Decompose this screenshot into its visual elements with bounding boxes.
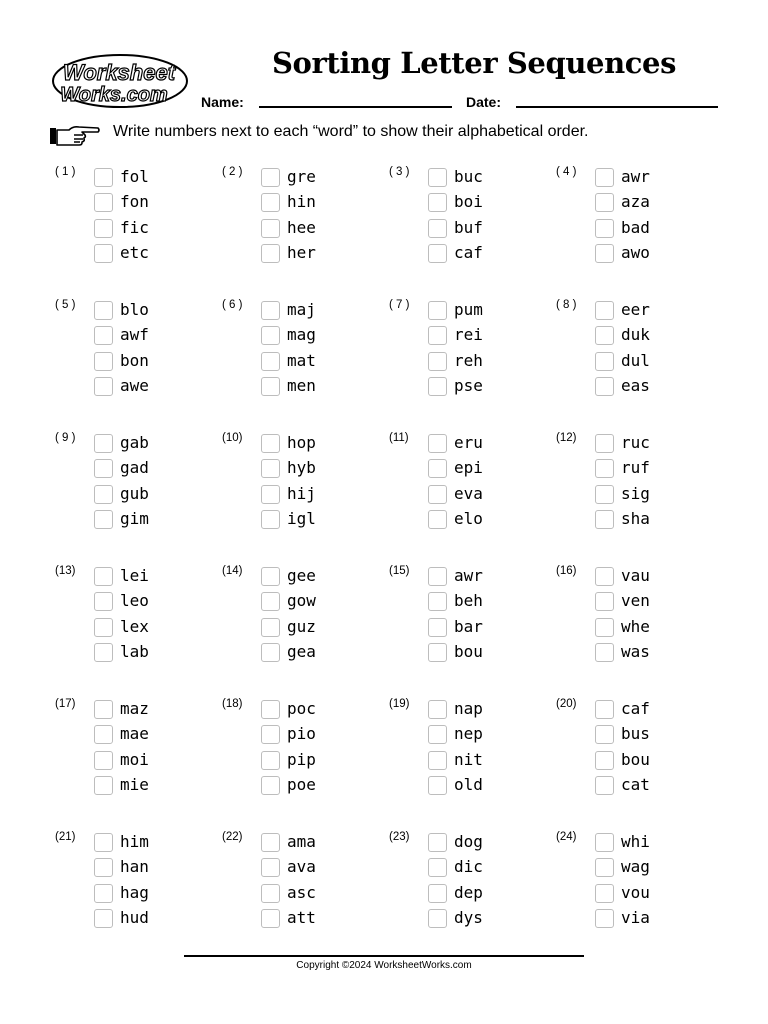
problem-23: [389, 831, 549, 941]
sequence-word: lei: [120, 566, 149, 585]
order-answer-box[interactable]: [94, 643, 113, 662]
page-title: Sorting Letter Sequences: [272, 46, 677, 80]
problem-number: (18): [222, 698, 243, 710]
sequence-word: awr: [621, 167, 650, 186]
sequence-word: eas: [621, 375, 650, 395]
order-answer-box[interactable]: [428, 643, 447, 662]
sequence-word: old: [454, 774, 483, 794]
sequence-word: dic: [454, 857, 483, 877]
sequence-word: bou: [454, 641, 483, 661]
order-answer-box[interactable]: [94, 884, 113, 903]
sequence-word: mag: [287, 325, 316, 345]
order-answer-box[interactable]: [595, 352, 614, 371]
order-answer-box[interactable]: [428, 459, 447, 478]
sequence-word: han: [120, 857, 149, 877]
order-answer-box[interactable]: [595, 434, 614, 453]
order-answer-box[interactable]: [595, 567, 614, 586]
order-answer-box[interactable]: [595, 833, 614, 852]
sequence-word: hin: [287, 192, 316, 212]
instructions-text: Write numbers next to each “word” to show their alphabetical order.: [113, 123, 589, 140]
sequence-word: gub: [120, 483, 149, 503]
sequence-word: hee: [287, 217, 316, 237]
order-answer-box[interactable]: [428, 700, 447, 719]
worksheetworks-logo: [50, 52, 190, 110]
sequence-word: bon: [120, 350, 149, 370]
sequence-word: gow: [287, 591, 316, 611]
sequence-word: bad: [621, 217, 650, 237]
sequence-word: ava: [287, 857, 316, 877]
sequence-word: guz: [287, 616, 316, 636]
order-answer-box[interactable]: [94, 700, 113, 719]
sequence-word: poe: [287, 774, 316, 794]
order-answer-box[interactable]: [428, 884, 447, 903]
order-answer-box[interactable]: [595, 244, 614, 263]
sequence-word: fic: [120, 217, 149, 237]
order-answer-box[interactable]: [94, 244, 113, 263]
problem-number: ( 8 ): [556, 299, 577, 311]
sequence-word: poc: [287, 699, 316, 718]
order-answer-box[interactable]: [261, 168, 280, 187]
problem-number: (11): [389, 432, 409, 444]
date-field[interactable]: [516, 106, 718, 108]
order-answer-box[interactable]: [261, 352, 280, 371]
sequence-word: sig: [621, 483, 650, 503]
sequence-word: blo: [120, 300, 149, 319]
sequence-word: duk: [621, 325, 650, 345]
order-answer-box[interactable]: [595, 219, 614, 238]
order-answer-box[interactable]: [428, 301, 447, 320]
order-answer-box[interactable]: [428, 751, 447, 770]
order-answer-box[interactable]: [428, 219, 447, 238]
order-answer-box[interactable]: [94, 567, 113, 586]
problem-10: [222, 432, 382, 542]
order-answer-box[interactable]: [428, 776, 447, 795]
problem-17: [55, 698, 215, 808]
sequence-word: maj: [287, 300, 316, 319]
order-answer-box[interactable]: [94, 168, 113, 187]
problem-18: [222, 698, 382, 808]
order-answer-box[interactable]: [261, 700, 280, 719]
problem-4: [556, 166, 716, 276]
sequence-word: ama: [287, 832, 316, 851]
order-answer-box[interactable]: [94, 751, 113, 770]
order-answer-box[interactable]: [595, 700, 614, 719]
sequence-word: whi: [621, 832, 650, 851]
order-answer-box[interactable]: [94, 459, 113, 478]
order-answer-box[interactable]: [261, 833, 280, 852]
problem-12: [556, 432, 716, 542]
sequence-word: hij: [287, 483, 316, 503]
sequence-word: gre: [287, 167, 316, 186]
order-answer-box[interactable]: [428, 725, 447, 744]
problem-number: (16): [556, 565, 577, 577]
sequence-word: etc: [120, 242, 149, 262]
order-answer-box[interactable]: [261, 301, 280, 320]
order-answer-box[interactable]: [94, 510, 113, 529]
sequence-word: nap: [454, 699, 483, 718]
order-answer-box[interactable]: [595, 485, 614, 504]
problem-number: ( 7 ): [389, 299, 410, 311]
order-answer-box[interactable]: [595, 858, 614, 877]
sequence-word: men: [287, 375, 316, 395]
problem-21: [55, 831, 215, 941]
order-answer-box[interactable]: [94, 219, 113, 238]
order-answer-box[interactable]: [261, 592, 280, 611]
order-answer-box[interactable]: [261, 244, 280, 263]
problem-14: [222, 565, 382, 675]
order-answer-box[interactable]: [595, 377, 614, 396]
sequence-word: nit: [454, 749, 483, 769]
order-answer-box[interactable]: [428, 909, 447, 928]
problem-number: ( 2 ): [222, 166, 243, 178]
copyright-text: Copyright ©2024 WorksheetWorks.com: [296, 960, 472, 971]
sequence-word: pip: [287, 749, 316, 769]
problem-number: ( 6 ): [222, 299, 243, 311]
order-answer-box[interactable]: [428, 352, 447, 371]
order-answer-box[interactable]: [261, 434, 280, 453]
order-answer-box[interactable]: [428, 618, 447, 637]
order-answer-box[interactable]: [94, 352, 113, 371]
sequence-word: gim: [120, 508, 149, 528]
problem-number: ( 9 ): [55, 432, 76, 444]
order-answer-box[interactable]: [261, 485, 280, 504]
sequence-word: gee: [287, 566, 316, 585]
sequence-word: lex: [120, 616, 149, 636]
order-answer-box[interactable]: [428, 377, 447, 396]
order-answer-box[interactable]: [428, 858, 447, 877]
order-answer-box[interactable]: [94, 592, 113, 611]
sequence-word: dog: [454, 832, 483, 851]
sequence-word: vau: [621, 566, 650, 585]
sequence-word: hag: [120, 882, 149, 902]
order-answer-box[interactable]: [261, 377, 280, 396]
sequence-word: caf: [454, 242, 483, 262]
sequence-word: whe: [621, 616, 650, 636]
order-answer-box[interactable]: [595, 459, 614, 478]
problem-number: (22): [222, 831, 243, 843]
order-answer-box[interactable]: [261, 510, 280, 529]
problem-number: (20): [556, 698, 577, 710]
sequence-word: moi: [120, 749, 149, 769]
problem-13: [55, 565, 215, 675]
order-answer-box[interactable]: [94, 618, 113, 637]
order-answer-box[interactable]: [428, 434, 447, 453]
problem-number: (10): [222, 432, 243, 444]
problem-20: [556, 698, 716, 808]
problem-number: (17): [55, 698, 76, 710]
sequence-word: awr: [454, 566, 483, 585]
sequence-word: bar: [454, 616, 483, 636]
order-answer-box[interactable]: [261, 618, 280, 637]
order-answer-box[interactable]: [94, 193, 113, 212]
order-answer-box[interactable]: [595, 193, 614, 212]
sequence-word: hyb: [287, 458, 316, 478]
problem-3: [389, 166, 549, 276]
order-answer-box[interactable]: [261, 776, 280, 795]
sequence-word: leo: [120, 591, 149, 611]
order-answer-box[interactable]: [261, 725, 280, 744]
sequence-word: nep: [454, 724, 483, 744]
order-answer-box[interactable]: [94, 326, 113, 345]
problem-15: [389, 565, 549, 675]
sequence-word: awe: [120, 375, 149, 395]
order-answer-box[interactable]: [261, 909, 280, 928]
sequence-word: buc: [454, 167, 483, 186]
sequence-word: boi: [454, 192, 483, 212]
sequence-word: hud: [120, 907, 149, 927]
order-answer-box[interactable]: [94, 377, 113, 396]
problem-22: [222, 831, 382, 941]
problem-24: [556, 831, 716, 941]
sequence-word: rei: [454, 325, 483, 345]
footer-divider: [184, 955, 584, 957]
sequence-word: eer: [621, 300, 650, 319]
problem-number: ( 5 ): [55, 299, 76, 311]
sequence-word: via: [621, 907, 650, 927]
pointing-hand-icon: [49, 124, 101, 146]
order-answer-box[interactable]: [595, 326, 614, 345]
problem-8: [556, 299, 716, 409]
order-answer-box[interactable]: [595, 301, 614, 320]
sequence-word: dys: [454, 907, 483, 927]
problem-16: [556, 565, 716, 675]
date-label: Date:: [466, 94, 502, 110]
sequence-word: gab: [120, 433, 149, 452]
problem-number: (15): [389, 565, 410, 577]
order-answer-box[interactable]: [428, 485, 447, 504]
sequence-word: gea: [287, 641, 316, 661]
sequence-word: lab: [120, 641, 149, 661]
problem-11: [389, 432, 549, 542]
sequence-word: dep: [454, 882, 483, 902]
problem-number: (12): [556, 432, 577, 444]
sequence-word: igl: [287, 508, 316, 528]
problem-number: ( 4 ): [556, 166, 577, 178]
sequence-word: eva: [454, 483, 483, 503]
sequence-word: hop: [287, 433, 316, 452]
sequence-word: elo: [454, 508, 483, 528]
order-answer-box[interactable]: [94, 776, 113, 795]
problem-19: [389, 698, 549, 808]
problem-1: [55, 166, 215, 276]
order-answer-box[interactable]: [595, 592, 614, 611]
sequence-word: was: [621, 641, 650, 661]
sequence-word: cat: [621, 774, 650, 794]
order-answer-box[interactable]: [94, 725, 113, 744]
order-answer-box[interactable]: [595, 751, 614, 770]
sequence-word: caf: [621, 699, 650, 718]
sequence-word: att: [287, 907, 316, 927]
order-answer-box[interactable]: [261, 326, 280, 345]
order-answer-box[interactable]: [261, 459, 280, 478]
order-answer-box[interactable]: [428, 168, 447, 187]
sequence-word: epi: [454, 458, 483, 478]
order-answer-box[interactable]: [261, 858, 280, 877]
problem-number: (14): [222, 565, 243, 577]
problem-9: [55, 432, 215, 542]
sequence-word: bus: [621, 724, 650, 744]
order-answer-box[interactable]: [428, 326, 447, 345]
sequence-word: bou: [621, 749, 650, 769]
sequence-word: pse: [454, 375, 483, 395]
sequence-word: fon: [120, 192, 149, 212]
sequence-word: vou: [621, 882, 650, 902]
sequence-word: aza: [621, 192, 650, 212]
order-answer-box[interactable]: [94, 858, 113, 877]
problem-5: [55, 299, 215, 409]
order-answer-box[interactable]: [261, 884, 280, 903]
order-answer-box[interactable]: [595, 909, 614, 928]
problem-number: (24): [556, 831, 577, 843]
order-answer-box[interactable]: [595, 725, 614, 744]
order-answer-box[interactable]: [428, 833, 447, 852]
sequence-word: ruf: [621, 458, 650, 478]
name-field[interactable]: [259, 106, 452, 108]
sequence-word: him: [120, 832, 149, 851]
sequence-word: reh: [454, 350, 483, 370]
order-answer-box[interactable]: [595, 884, 614, 903]
sequence-word: asc: [287, 882, 316, 902]
sequence-word: mie: [120, 774, 149, 794]
problem-number: (21): [55, 831, 76, 843]
sequence-word: pum: [454, 300, 483, 319]
order-answer-box[interactable]: [94, 301, 113, 320]
sequence-word: mat: [287, 350, 316, 370]
sequence-word: ven: [621, 591, 650, 611]
problem-number: ( 1 ): [55, 166, 76, 178]
order-answer-box[interactable]: [261, 567, 280, 586]
problem-number: (23): [389, 831, 410, 843]
order-answer-box[interactable]: [261, 751, 280, 770]
order-answer-box[interactable]: [94, 434, 113, 453]
sequence-word: ruc: [621, 433, 650, 452]
order-answer-box[interactable]: [595, 510, 614, 529]
problem-7: [389, 299, 549, 409]
problem-6: [222, 299, 382, 409]
order-answer-box[interactable]: [428, 244, 447, 263]
sequence-word: wag: [621, 857, 650, 877]
logo-line2: Works.com: [60, 84, 168, 106]
sequence-word: dul: [621, 350, 650, 370]
sequence-word: pio: [287, 724, 316, 744]
order-answer-box[interactable]: [428, 592, 447, 611]
problem-number: ( 3 ): [389, 166, 410, 178]
order-answer-box[interactable]: [261, 193, 280, 212]
order-answer-box[interactable]: [428, 193, 447, 212]
problem-number: (19): [389, 698, 410, 710]
order-answer-box[interactable]: [428, 510, 447, 529]
order-answer-box[interactable]: [595, 643, 614, 662]
order-answer-box[interactable]: [94, 833, 113, 852]
order-answer-box[interactable]: [595, 776, 614, 795]
order-answer-box[interactable]: [595, 618, 614, 637]
sequence-word: maz: [120, 699, 149, 718]
order-answer-box[interactable]: [428, 567, 447, 586]
order-answer-box[interactable]: [261, 643, 280, 662]
problem-number: (13): [55, 565, 76, 577]
order-answer-box[interactable]: [261, 219, 280, 238]
sequence-word: awf: [120, 325, 149, 345]
order-answer-box[interactable]: [94, 909, 113, 928]
sequence-word: fol: [120, 167, 149, 186]
name-label: Name:: [201, 94, 244, 110]
order-answer-box[interactable]: [595, 168, 614, 187]
problem-2: [222, 166, 382, 276]
sequence-word: sha: [621, 508, 650, 528]
sequence-word: mae: [120, 724, 149, 744]
sequence-word: her: [287, 242, 316, 262]
sequence-word: buf: [454, 217, 483, 237]
order-answer-box[interactable]: [94, 485, 113, 504]
logo-line1: Worksheet: [62, 60, 176, 85]
sequence-word: gad: [120, 458, 149, 478]
sequence-word: beh: [454, 591, 483, 611]
sequence-word: eru: [454, 433, 483, 452]
sequence-word: awo: [621, 242, 650, 262]
